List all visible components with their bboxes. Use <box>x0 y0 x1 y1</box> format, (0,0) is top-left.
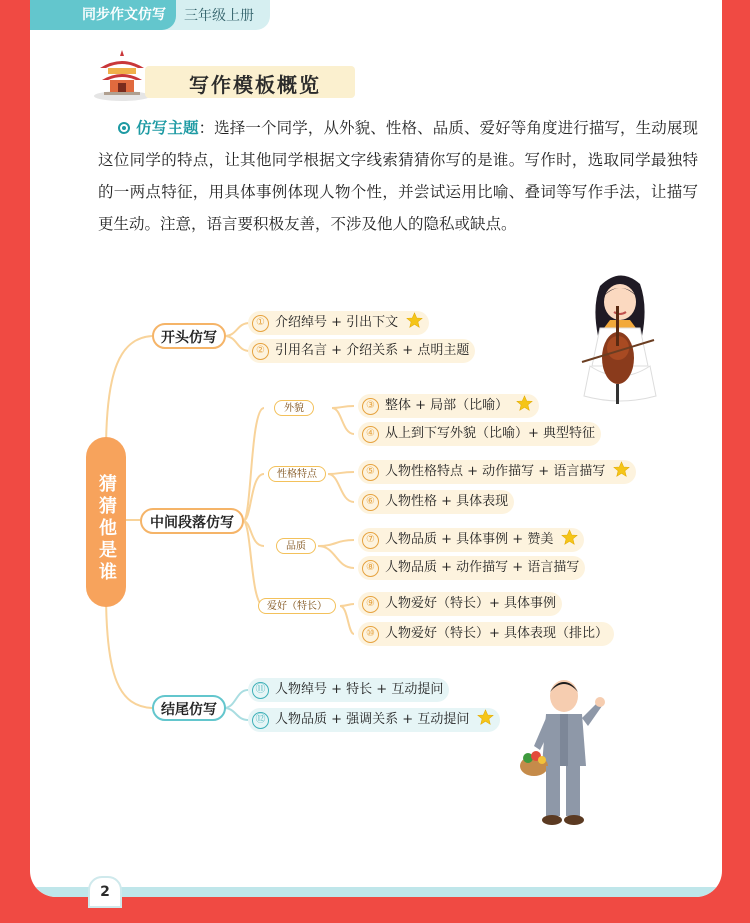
tag-appearance: 外貌 <box>274 400 314 416</box>
leaf-9: ⑨ 人物爱好（特长）+ 具体事例 <box>358 592 562 616</box>
mindmap-root: 猜猜他是谁 <box>86 437 126 607</box>
leaf-5: ⑤ 人物性格特点 + 动作描写 + 语言描写 <box>358 460 636 484</box>
star-icon <box>561 529 578 546</box>
leaf-10: ⑩ 人物爱好（特长）+ 具体表现（排比） <box>358 622 614 646</box>
star-icon <box>613 461 630 478</box>
leaf-4: ④ 从上到下写外貌（比喻）+ 典型特征 <box>358 422 601 446</box>
leaf-1: ① 介绍绰号 + 引出下文 <box>248 311 429 335</box>
tag-quality: 品质 <box>276 538 316 554</box>
cellist-girl-illustration <box>570 266 670 412</box>
page-bottom-band <box>30 887 722 897</box>
leaf-3: ③ 整体 + 局部（比喻） <box>358 394 539 418</box>
star-icon <box>516 395 533 412</box>
branch-ending: 结尾仿写 <box>152 695 226 721</box>
leaf-8: ⑧ 人物品质 + 动作描写 + 语言描写 <box>358 556 585 580</box>
leaf-11: ⑪ 人物绰号 + 特长 + 互动提问 <box>248 678 449 702</box>
star-icon <box>477 709 494 726</box>
mindmap-connectors <box>30 0 722 897</box>
topic-label: 仿写主题 <box>136 119 199 137</box>
leaf-2: ② 引用名言 + 介绍关系 + 点明主题 <box>248 339 475 363</box>
page <box>30 0 722 897</box>
book-series-title: 同步作文仿写 <box>30 0 176 30</box>
topic-text: ：选择一个同学，从外貌、性格、品质、爱好等角度进行描写，生动展现这位同学的特点，让其他同学根据文字线索猜猜你写的是谁。写作时，选取同学最独特的一两点特征，用具体事例体现人物个性，并尝试运用比喻、叠词等写作手法，让描写更生动。注意，语言要积极友善，不涉及他人的隐私或缺点。 <box>98 119 698 233</box>
book-grade: 三年级上册 <box>184 8 254 24</box>
leaf-7: ⑦ 人物品质 + 具体事例 + 赞美 <box>358 528 584 552</box>
leaf-6: ⑥ 人物性格 + 具体表现 <box>358 490 514 514</box>
section-title: 写作模板概览 <box>189 73 321 97</box>
branch-opening: 开头仿写 <box>152 323 226 349</box>
star-icon <box>406 312 423 329</box>
page-number: 2 <box>88 876 122 908</box>
tag-hobby: 爱好（特长） <box>258 598 336 614</box>
branch-middle: 中间段落仿写 <box>140 508 244 534</box>
leaf-12: ⑫ 人物品质 + 强调关系 + 互动提问 <box>248 708 500 732</box>
tag-personality: 性格特点 <box>268 466 326 482</box>
boy-with-vegetable-basket-illustration <box>516 674 606 830</box>
